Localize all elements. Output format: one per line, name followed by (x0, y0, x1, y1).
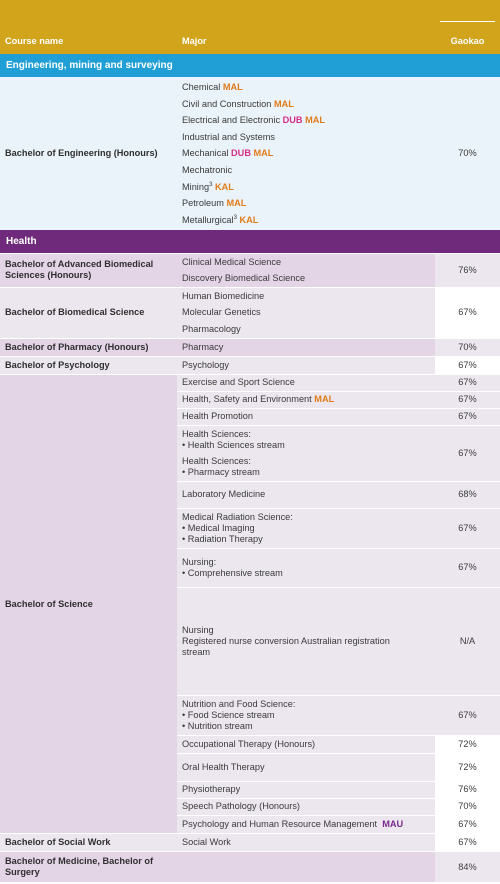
major-health-sciences-stream: Health Sciences: • Health Sciences stream (177, 425, 435, 453)
major-physiotherapy: Physiotherapy (177, 781, 435, 798)
score-mrs: 67% (435, 508, 500, 548)
score-promotion: 67% (435, 408, 500, 425)
degree-medicine: Bachelor of Medicine, Bachelor of Surgery (0, 852, 177, 882)
score-physiotherapy: 76% (435, 781, 500, 798)
list-item: Petroleum MAL (182, 198, 247, 209)
degree-psychology: Bachelor of Psychology (0, 356, 177, 374)
table-row (0, 287, 500, 304)
score-laboratory: 68% (435, 481, 500, 508)
score-nursing-comprehensive: 67% (435, 548, 500, 587)
table-header-row (0, 0, 500, 54)
score-pharmacy: 70% (435, 338, 500, 356)
score-engineering: 70% (435, 77, 500, 230)
major-health-promotion: Health Promotion (177, 408, 435, 425)
major-laboratory-medicine: Laboratory Medicine (177, 481, 435, 508)
major-medical-radiation-science: Medical Radiation Science: • Medical Imaging • Radiation Therapy (177, 508, 435, 548)
major-nursing-conversion: Nursing Registered nurse conversion Australian registration stream (177, 587, 435, 695)
degree-science: Bachelor of Science (0, 374, 177, 834)
list-item: Civil and Construction MAL (182, 98, 294, 109)
section-health (0, 230, 500, 253)
score-exercise: 67% (435, 374, 500, 391)
engineering-majors (177, 77, 435, 230)
degree-pharmacy: Bachelor of Pharmacy (Honours) (0, 338, 177, 356)
score-nursing-conversion: N/A (435, 587, 500, 695)
score-psychology: 67% (435, 356, 500, 374)
degree-social-work: Bachelor of Social Work (0, 834, 177, 852)
major-health-safety-environment: Health, Safety and Environment MAL (177, 391, 435, 408)
section-title-engineering: Engineering, mining and surveying (0, 54, 500, 77)
major-medicine (177, 852, 435, 882)
degree-biomedical-science: Bachelor of Biomedical Science (0, 287, 177, 338)
list-item: Chemical MAL (182, 82, 243, 92)
section-engineering (0, 54, 500, 77)
list-item: Electrical and Electronic DUB MAL (182, 115, 325, 126)
table-row (0, 374, 500, 391)
list-item: Metallurgical$^3$ KAL (182, 214, 259, 225)
score-psychology-hrm: 67% (435, 815, 500, 833)
section-title-health: Health (0, 230, 500, 253)
table-row (0, 77, 500, 230)
major-clinical-medical-science: Clinical Medical Science (177, 253, 435, 270)
major-exercise-sport-science: Exercise and Sport Science (177, 374, 435, 391)
degree-engineering: Bachelor of Engineering (Honours) (0, 77, 177, 230)
score-oral-health: 72% (435, 753, 500, 781)
header-major: Major (177, 0, 435, 54)
major-health-sciences-pharmacy: Health Sciences: • Pharmacy stream (177, 453, 435, 481)
major-molecular-genetics: Molecular Genetics (177, 304, 435, 321)
major-pharmacy: Pharmacy (177, 338, 435, 356)
score-biomedical-science: 67% (435, 287, 500, 338)
major-human-biomedicine: Human Biomedicine (177, 287, 435, 304)
list-item: Mechatronic (182, 164, 233, 175)
major-pharmacology: Pharmacology (177, 321, 435, 338)
major-psychology-hrm: Psychology and Human Resource Management MAU (177, 815, 435, 833)
header-course-name: Course name (0, 0, 177, 54)
score-hse: 67% (435, 391, 500, 408)
major-psychology: Psychology (177, 356, 435, 374)
score-occupational-therapy: 72% (435, 735, 500, 753)
list-item: Mining$^3$ KAL (182, 181, 234, 192)
major-occupational-therapy: Occupational Therapy (Honours) (177, 735, 435, 753)
score-speech-pathology: 70% (435, 798, 500, 815)
score-social-work: 67% (435, 834, 500, 852)
degree-advanced-biomedical: Bachelor of Advanced Biomedical Sciences (Honours) (0, 253, 177, 287)
major-nutrition-food-science: Nutrition and Food Science: • Food Science stream • Nutrition stream (177, 695, 435, 735)
table-row (0, 356, 500, 374)
score-medicine: 84% (435, 852, 500, 882)
major-social-work: Social Work (177, 834, 435, 852)
major-discovery-biomedical-science: Discovery Biomedical Science (177, 270, 435, 287)
list-item: Mechanical DUB MAL (182, 148, 274, 159)
header-divider (440, 21, 495, 22)
major-speech-pathology: Speech Pathology (Honours) (177, 798, 435, 815)
major-nursing-comprehensive: Nursing: • Comprehensive stream (177, 548, 435, 587)
score-health-sciences: 67% (435, 425, 500, 481)
table-row (0, 852, 500, 882)
header-gaokao: Gaokao (450, 36, 485, 46)
table-row (0, 834, 500, 852)
score-nutrition: 67% (435, 695, 500, 735)
list-item: Industrial and Systems (182, 131, 275, 142)
table-row (0, 253, 500, 270)
score-advanced-biomedical: 76% (435, 253, 500, 287)
table-row (0, 338, 500, 356)
major-oral-health-therapy: Oral Health Therapy (177, 753, 435, 781)
